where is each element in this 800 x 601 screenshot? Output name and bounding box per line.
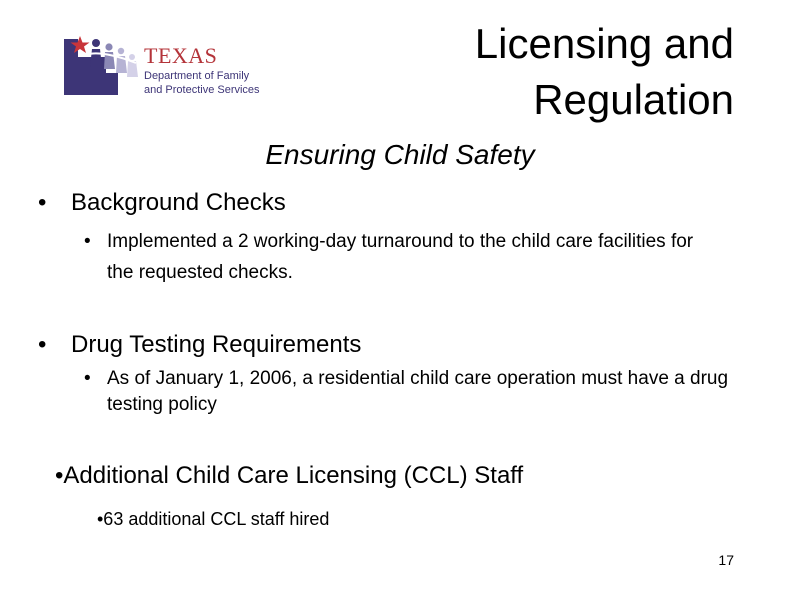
bullet-marker: • bbox=[38, 189, 47, 216]
bullet-drug-testing bbox=[38, 331, 361, 359]
slide-title-line: Regulation bbox=[533, 76, 734, 123]
additional-staff-detail: •63 additional CCL staff hired bbox=[97, 509, 330, 529]
logo-state-name: TEXAS bbox=[144, 43, 218, 68]
sub-bullet-marker: • bbox=[84, 368, 91, 389]
sub-bullet-text: As of January 1, 2006, a residential child care operation must have a drug testing policy bbox=[107, 368, 729, 415]
slide-title bbox=[475, 16, 734, 128]
logo-department-line: Department of Family bbox=[144, 70, 250, 82]
slide-subtitle: Ensuring Child Safety bbox=[265, 139, 535, 170]
slide-title-line: Licensing and bbox=[474, 20, 734, 67]
bullet-label: Drug Testing Requirements bbox=[71, 331, 362, 358]
agency-logo bbox=[62, 33, 277, 98]
bullet-background-checks bbox=[38, 189, 286, 217]
logo-department-line: and Protective Services bbox=[144, 84, 260, 96]
page-number: 17 bbox=[718, 552, 734, 568]
additional-staff-heading: •Additional Child Care Licensing (CCL) Staff bbox=[55, 462, 524, 489]
sub-bullet-marker: • bbox=[84, 231, 91, 252]
family-figures-logo-icon bbox=[62, 33, 140, 95]
sub-bullet-background-checks bbox=[84, 226, 724, 288]
logo-department-name bbox=[144, 69, 260, 97]
bullet-marker: • bbox=[38, 331, 47, 358]
sub-bullet-drug-testing bbox=[84, 366, 754, 418]
sub-bullet-text: Implemented a 2 working-day turnaround to the child care facilities for the requested checks. bbox=[107, 231, 694, 283]
bullet-label: Background Checks bbox=[71, 189, 286, 216]
